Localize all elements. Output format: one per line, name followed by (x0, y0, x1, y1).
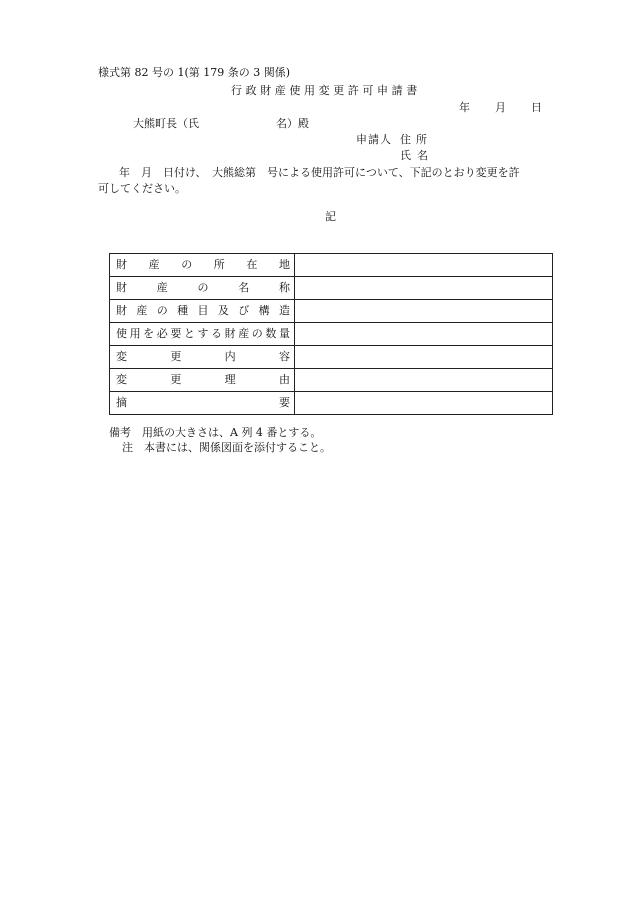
row-value-cell[interactable] (295, 300, 553, 323)
row-label-cell (110, 254, 295, 277)
row-label-cell (110, 277, 295, 300)
row-label: 財 産 の 種 目 及 び 構 造 (116, 304, 290, 317)
row-label-cell (110, 392, 295, 415)
table-row (110, 323, 553, 346)
table-row (110, 392, 553, 415)
row-label: 使 用 を 必 要 と す る 財 産 の 数 量 (116, 327, 290, 340)
row-label: 変 更 理 由 (116, 373, 290, 386)
details-table (109, 253, 553, 415)
ki-heading: 記 (325, 210, 336, 223)
body-text-line-1: 年 月 日付け、 大熊総第 号による使用許可について、下記のとおり変更を許 (119, 166, 520, 179)
form-number: 様式第 82 号の 1(第 179 条の 3 関係) (98, 66, 291, 79)
addressee-right: 名）殿 (276, 117, 309, 130)
row-label-cell (110, 323, 295, 346)
date-month-label: 月 (495, 101, 506, 114)
row-label: 摘 要 (116, 396, 290, 409)
table-row (110, 254, 553, 277)
row-value-cell[interactable] (295, 277, 553, 300)
row-value-cell[interactable] (295, 392, 553, 415)
applicant-address-label: 住所 (400, 133, 432, 146)
date-day-label: 日 (531, 101, 542, 114)
body-text-line-2: 可してください。 (98, 182, 186, 195)
row-label-cell (110, 369, 295, 392)
row-label: 財 産 の 所 在 地 (116, 258, 290, 271)
row-label-cell (110, 346, 295, 369)
note-attachment: 注 本書には、関係図面を添付すること。 (122, 441, 331, 454)
row-value-cell[interactable] (295, 369, 553, 392)
row-label: 財 産 の 名 称 (116, 281, 290, 294)
addressee-left: 大熊町長（氏 (133, 117, 199, 130)
row-value-cell[interactable] (295, 346, 553, 369)
row-label: 変 更 内 容 (116, 350, 290, 363)
row-value-cell[interactable] (295, 254, 553, 277)
date-year-label: 年 (459, 101, 470, 114)
table-row (110, 300, 553, 323)
row-value-cell[interactable] (295, 323, 553, 346)
row-label-cell (110, 300, 295, 323)
table-row (110, 369, 553, 392)
table-row (110, 277, 553, 300)
applicant-name-label: 氏名 (400, 149, 434, 162)
document-title: 行政財産使用変更許可申請書 (231, 84, 421, 97)
applicant-label: 申請人 (356, 133, 392, 146)
note-remarks: 備考 用紙の大きさは、A 列 4 番とする。 (109, 426, 322, 439)
table-row (110, 346, 553, 369)
